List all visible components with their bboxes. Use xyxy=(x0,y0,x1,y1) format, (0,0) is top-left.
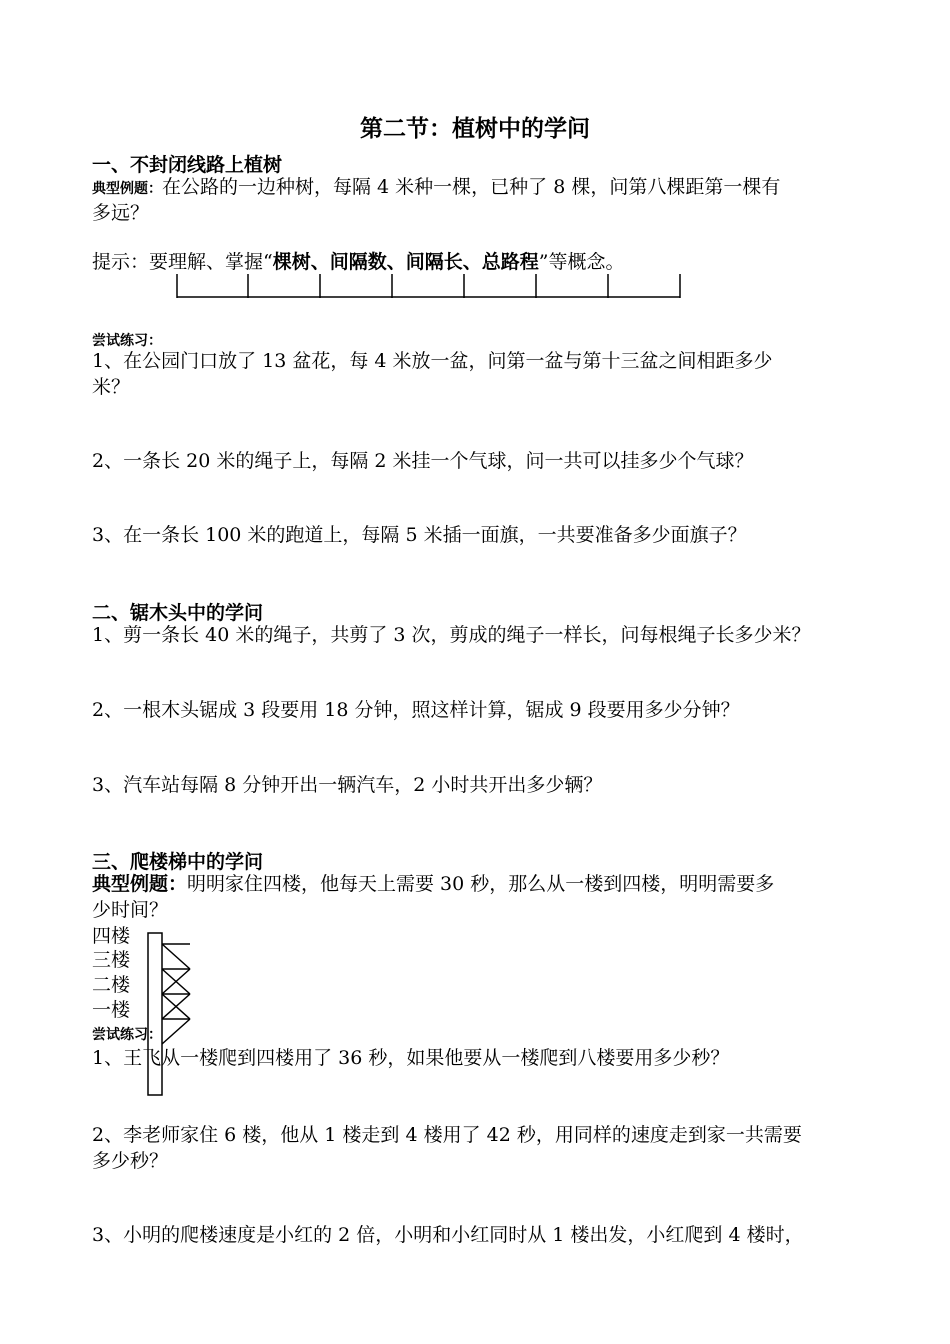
section3-heading: 三、爬楼梯中的学问 xyxy=(92,851,264,873)
section1-q2: 2、一条长 20 米的绳子上，每隔 2 米挂一个气球，问一共可以挂多少个气球？ xyxy=(92,450,754,472)
hint-suffix: ”等概念。 xyxy=(538,251,625,273)
section2-q2: 2、一根木头锯成 3 段要用 18 分钟，照这样计算，锯成 9 段要用多少分钟？ xyxy=(92,699,740,721)
section2-q3: 3、汽车站每隔 8 分钟开出一辆汽车，2 小时共开出多少辆？ xyxy=(92,774,603,796)
section1-practice-label: 尝试练习： xyxy=(92,333,162,349)
staircase-diagram xyxy=(140,925,200,1100)
floor-label-4: 四楼 xyxy=(92,925,131,947)
section1-example xyxy=(92,174,780,202)
section3-q3: 3、小明的爬楼速度是小红的 2 倍，小明和小红同时从 1 楼出发，小红爬到 4 楼时， xyxy=(92,1224,804,1246)
hint-prefix: 提示：要理解、掌握“ xyxy=(92,251,273,273)
section3-q2-line2: 多少秒？ xyxy=(92,1150,169,1172)
section1-q1-line2: 米？ xyxy=(92,376,131,398)
section3-q1: 1、王飞从一楼爬到四楼用了 36 秒，如果他要从一楼爬到八楼要用多少秒？ xyxy=(92,1047,730,1069)
section3-example-line2: 少时间？ xyxy=(92,899,169,921)
floor-label-1: 一楼 xyxy=(92,999,131,1021)
example-label: 典型例题： xyxy=(92,181,162,197)
floor-label-2: 二楼 xyxy=(92,974,131,996)
example-text: 在公路的一边种树，每隔 4 米种一棵，已种了 8 棵，问第八棵距第一棵有 xyxy=(162,176,781,198)
example-text: 明明家住四楼，他每天上需要 30 秒，那么从一楼到四楼，明明需要多 xyxy=(187,873,775,895)
section2-q1: 1、剪一条长 40 米的绳子，共剪了 3 次，剪成的绳子一样长，问每根绳子长多少米？ xyxy=(92,624,811,646)
section2-heading: 二、锯木头中的学问 xyxy=(92,602,264,624)
section3-q2: 2、李老师家住 6 楼，他从 1 楼走到 4 楼用了 42 秒，用同样的速度走到家一共需要 xyxy=(92,1124,802,1146)
example-label: 典型例题： xyxy=(92,873,188,895)
section1-example-line2: 多远？ xyxy=(92,202,150,224)
section3-practice-label: 尝试练习： xyxy=(92,1027,162,1043)
section1-q1: 1、在公园门口放了 13 盆花，每 4 米放一盆，问第一盆与第十三盆之间相距多少 xyxy=(92,350,773,372)
floor-label-3: 三楼 xyxy=(92,949,131,971)
tree-interval-diagram xyxy=(170,270,690,304)
hint-bold: 棵树、间隔数、间隔长、总路程 xyxy=(272,251,539,273)
section1-heading: 一、不封闭线路上植树 xyxy=(92,154,283,176)
page-title: 第二节：植树中的学问 xyxy=(360,116,590,142)
section1-q3: 3、在一条长 100 米的跑道上，每隔 5 米插一面旗，一共要准备多少面旗子？ xyxy=(92,524,747,546)
section3-example xyxy=(92,871,774,897)
